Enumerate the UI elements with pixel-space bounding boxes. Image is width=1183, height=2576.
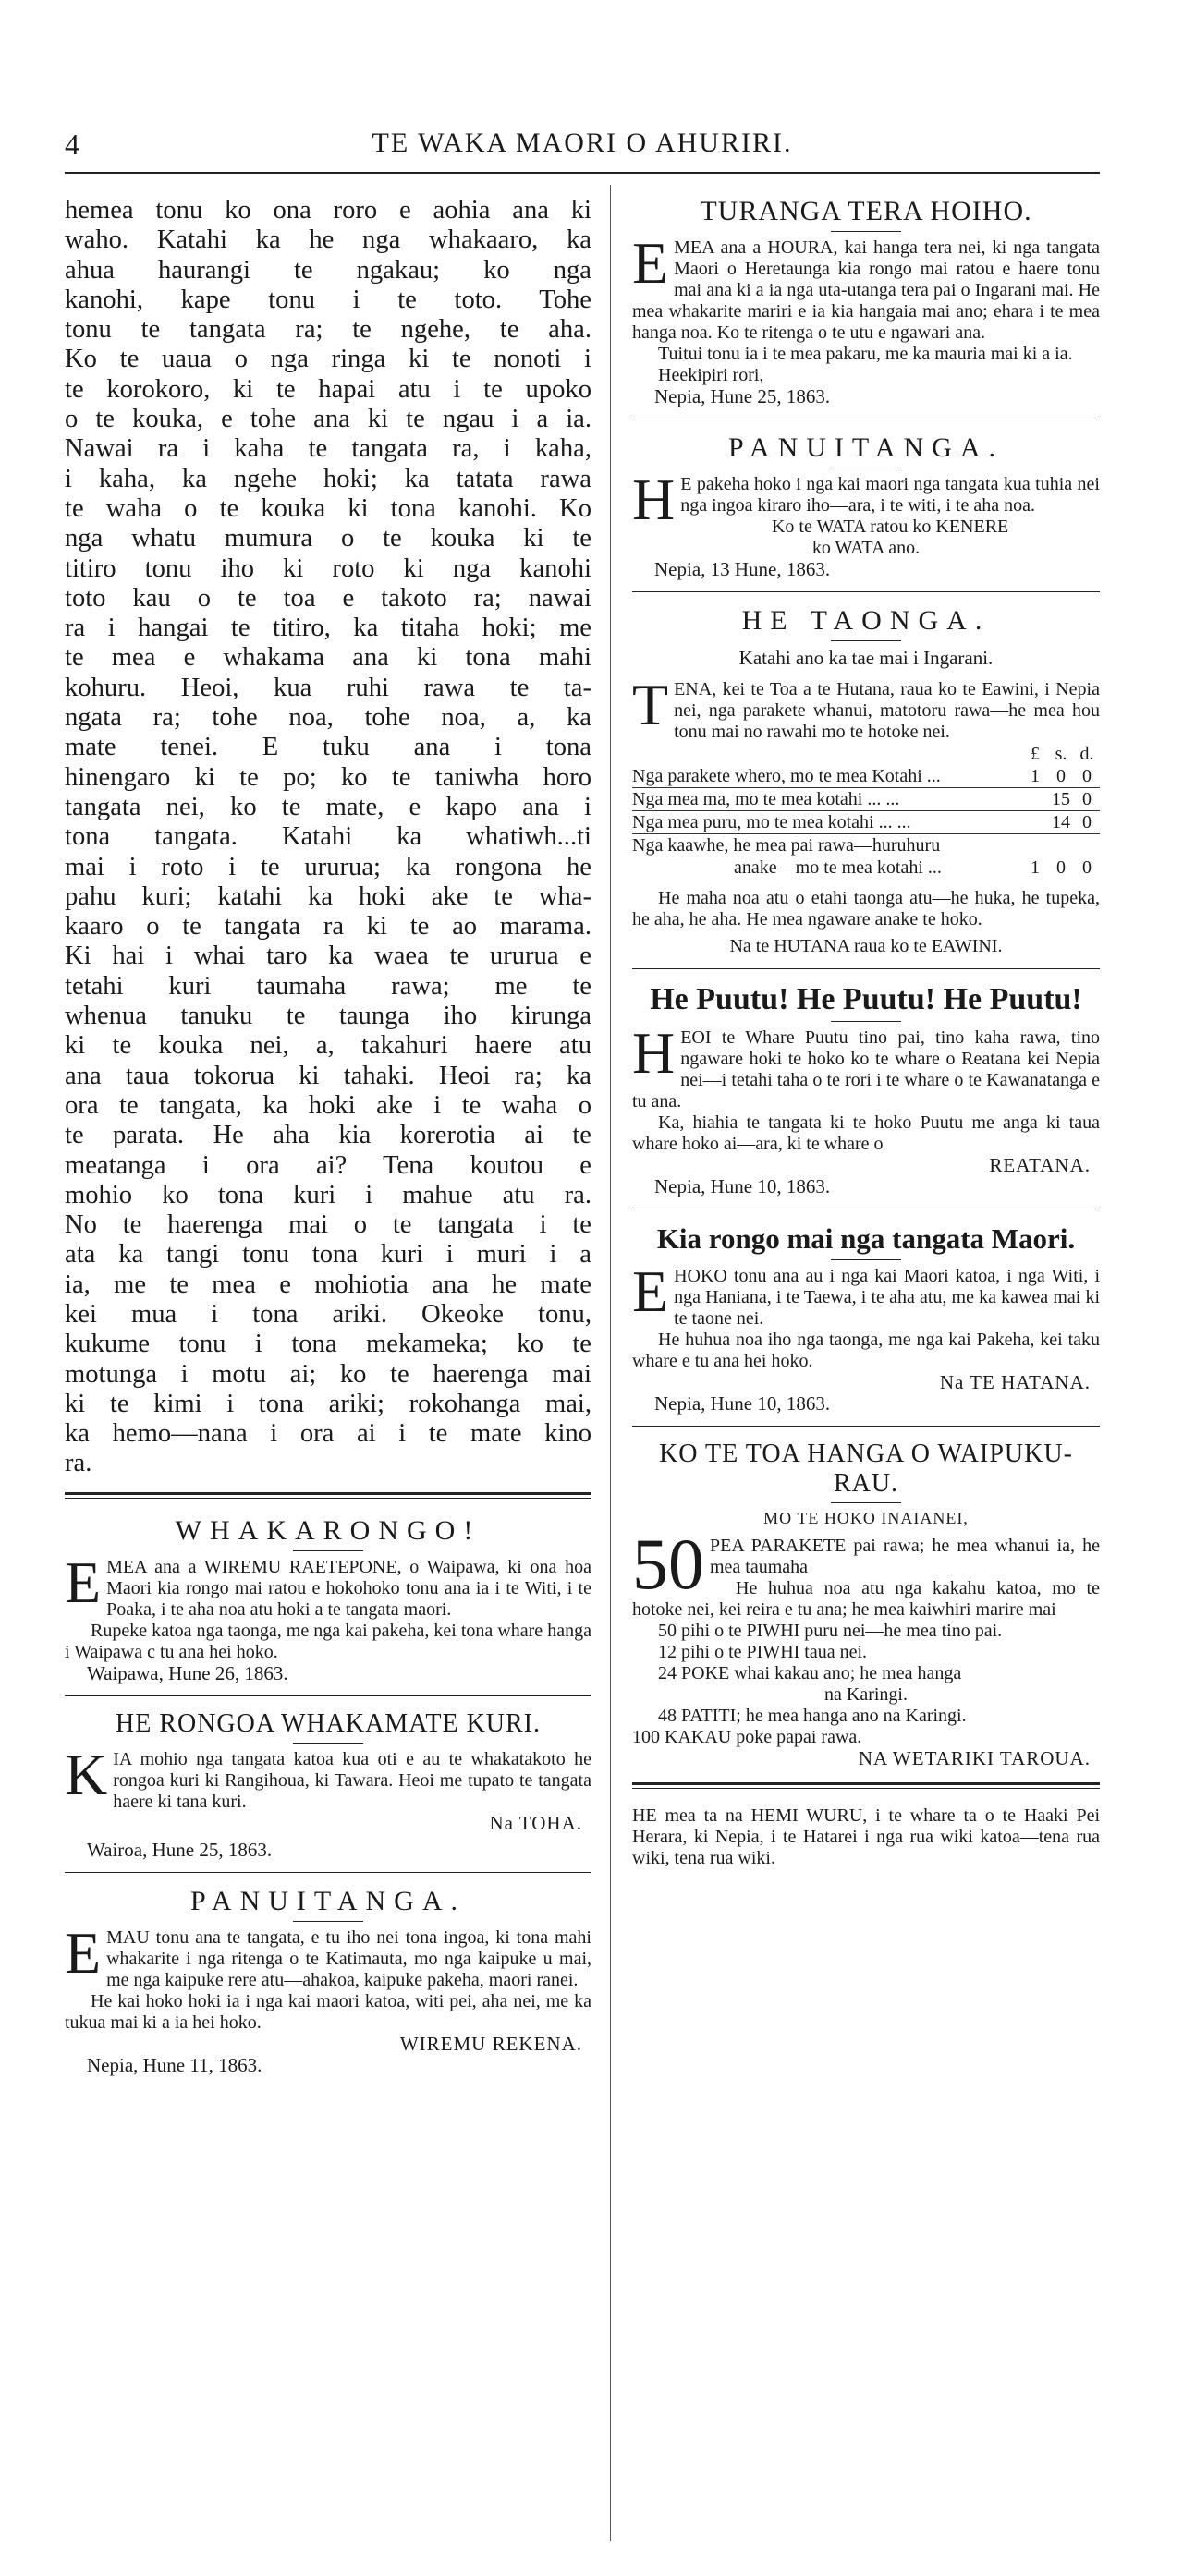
story-line: ra i hangai te titiro, ka titaha hoki; me: [65, 614, 592, 643]
price-d: [1074, 834, 1100, 857]
story-line: i kaha, ka ngehe hoki; ka tatata rawa: [65, 464, 592, 493]
short-rule: [293, 1743, 363, 1744]
big-number: 50: [632, 1524, 704, 1604]
notice-date: Nepia, Hune 10, 1863.: [654, 1175, 831, 1197]
short-rule: [831, 640, 901, 641]
notice-body: MEA ana a WIREMU RAETEPONE, o Waipawa, ki ona hoa Maori kia rongo mai ratou e hokohoko tonu ana ia i te Witi, i te Poaka, i te aha noa atu hoki a te tangata maori.: [106, 1556, 592, 1620]
notice-subheading: MO TE HOKO INAIANEI,: [763, 1509, 969, 1527]
section-rule: [632, 968, 1100, 969]
story-line: hinengaro ki te po; ko te taniwha horo: [65, 762, 592, 792]
notice-date: Nepia, Hune 10, 1863.: [654, 1392, 831, 1415]
notice-body: ENA, kei te Toa a te Hutana, raua ko te Eawini, i Nepia nei, nga parakete whanui, matotoru rawa—he mea hou tonu mai no rawahi mo te hotoke nei.: [674, 679, 1100, 742]
notice-heading: KO TE TOA HANGA O WAIPUKU-: [659, 1440, 1073, 1468]
story-line: meatanga i ora ai? Tena koutou e: [65, 1150, 592, 1180]
short-rule: [831, 231, 901, 232]
story-line: waho. Katahi ka he nga whakaaro, ka: [65, 225, 592, 255]
story-line: o te kouka, e tohe ana ki te ngau i a ia.: [65, 405, 592, 434]
price-table: [632, 743, 1100, 879]
notice-heading: He Puutu! He Puutu! He Puutu!: [650, 982, 1082, 1016]
notice-body: MAU tonu ana te tangata, e tu iho nei tona ingoa, ki tona mahi whakarite i nga ritenga o te Katimauta, mo nga kaipuke u mai, me nga kaipuke rere atu—ahakoa, kaipuke pakeha, maori ranei.: [106, 1926, 592, 1990]
story-line: nga whatu mumura o te kouka ki te: [65, 524, 592, 553]
notice-heading: Kia rongo mai nga tangata Maori.: [656, 1222, 1076, 1255]
story-line: ata ka tangi tonu tona kuri i muri i a: [65, 1240, 592, 1270]
price-row: [632, 857, 1100, 879]
notice-signer: WIREMU REKENA.: [399, 2032, 582, 2055]
notice-heading: TURANGA TERA HOIHO.: [700, 196, 1032, 226]
notice-toa: [632, 1440, 1100, 1769]
price-s: 0: [1056, 766, 1066, 786]
story-line: titiro tonu iho ki roto ki nga kanohi: [65, 553, 592, 583]
story-line: pahu kuri; katahi ka hoki ake te wha-: [65, 881, 592, 911]
story-line: ahua haurangi te ngakau; ko nga: [65, 255, 592, 285]
price-item: Nga mea ma, mo te mea kotahi ... ...: [632, 789, 900, 809]
dropcap: E: [632, 1258, 669, 1324]
story-line: ra.: [65, 1449, 92, 1478]
story-line: tonu te tangata ra; te ngehe, te aha.: [65, 315, 592, 345]
notice-date: Wairoa, Hune 25, 1863.: [87, 1838, 273, 1861]
story-line: Ko te uaua o nga ringa ki te nonoti i: [65, 345, 592, 374]
notice-signer: Na TOHA.: [489, 1811, 582, 1834]
currency-pound: £: [1031, 744, 1040, 764]
story-line: ki te kouka nei, a, takahuri haere atu: [65, 1031, 592, 1061]
notice-date: Waipawa, Hune 26, 1863.: [87, 1661, 288, 1684]
notice-rongoa: [65, 1709, 592, 1861]
price-l: [1022, 811, 1048, 834]
notice-body: MEA ana a HOURA, kai hanga tera nei, ki nga tangata Maori o Heretaunga kia rongo mai ratou e haere tonu mai ana ki a ia nga uta-utanga tera pai o Ingarani mai. He mea whakarite mariri e ia kia hangaia mai ano; ehara i te mea hanga noa. Ko te ritenga o te utu e ngawari ana.: [632, 237, 1100, 343]
notice-body-2: Ka, hiahia te tangata ki te hoko Puutu me anga ki taua whare hoko ai—ara, ki te whare o: [632, 1112, 1100, 1154]
section-rule: [65, 1872, 592, 1873]
story-line: te mea e whakama ana ki tona mahi: [65, 643, 592, 673]
short-rule: [831, 1021, 901, 1022]
notice-body-3: Heekipiri rori,: [658, 365, 764, 385]
notice-heading-2: RAU.: [833, 1469, 899, 1498]
story-line: tona tangata. Katahi ka whatiwh...ti: [65, 822, 592, 852]
notice-subheading: Katahi ano ka tae mai i Ingarani.: [738, 647, 994, 669]
section-rule: [632, 591, 1100, 592]
story-line: whenua tanuku te taunga iho kirunga: [65, 1002, 592, 1031]
price-l: [1022, 788, 1048, 811]
price-s: 15: [1052, 789, 1070, 809]
list-item: 24 POKE whai kakau ano; he mea hanga: [658, 1663, 962, 1683]
story-line: motunga i motu ai; ko te haerenga mai: [65, 1359, 592, 1389]
notice-puutu: [632, 982, 1100, 1197]
notice-body-2: He kai hoko hoki ia i nga kai maori katoa, witi pei, aha nei, me ka tukua mai ki a ia hei hoko.: [65, 1990, 592, 2033]
story-line: ka hemo—nana i ora ai i te mate kino: [65, 1419, 592, 1449]
story-line: kei mua i tona ariki. Okeoke tonu,: [65, 1299, 592, 1329]
price-row: [632, 788, 1100, 811]
dropcap: H: [632, 1020, 676, 1086]
price-item: Nga kaawhe, he mea pai rawa—huruhuru: [632, 835, 941, 856]
dropcap: K: [65, 1741, 108, 1807]
price-header-row: [632, 743, 1100, 765]
section-rule: [65, 1492, 592, 1499]
price-l: [1022, 834, 1048, 857]
notice-body: E pakeha hoko i nga kai maori nga tangata kua tuhia nei nga ingoa kiraro iho—ara, i te witi, i te aha noa.: [680, 474, 1100, 516]
story-line: mate tenei. E tuku ana i tona: [65, 733, 592, 762]
story-continuation: [65, 196, 592, 1479]
price-d: 0: [1082, 857, 1092, 878]
price-s: [1048, 834, 1074, 857]
short-rule: [831, 1502, 901, 1503]
imprint-text: HE mea ta na HEMI WURU, i te whare ta o te Haaki Pei Herara, ki Nepia, i te Hatarei i nga rua wiki katoa—tena rua wiki, tena rua wiki.: [632, 1805, 1100, 1868]
masthead: [65, 128, 1100, 164]
column-rule: [610, 185, 611, 2541]
story-line: ki te kimi i tona ariki; rokohanga mai,: [65, 1389, 592, 1418]
short-rule: [293, 1921, 363, 1922]
notice-body-2: He huhua noa iho nga taonga, me nga kai Pakeha, kei taku whare e tu ana hei hoko.: [632, 1330, 1100, 1371]
notice-heading: WHAKARONGO!: [175, 1514, 482, 1546]
notice-taonga: [632, 605, 1100, 957]
price-l: 1: [1031, 766, 1040, 786]
story-line: tetahi kuri taumaha rawa; me te: [65, 971, 592, 1001]
notice-signer: Na TE HATANA.: [939, 1371, 1091, 1393]
notice-body: HOKO tonu ana au i nga kai Maori katoa, i nga Witi, i nga Haniana, i te Taewa, i te aha atu, me ka kawea mai ki te taone nei.: [674, 1266, 1100, 1329]
list-item: na Karingi.: [824, 1684, 908, 1705]
notice-date: Nepia, 13 Hune, 1863.: [654, 558, 831, 580]
price-d: 0: [1082, 789, 1092, 809]
notice-body-2: He maha noa atu o etahi taonga atu—he huka, he tupeka, he aha, he aha. He mea ngaware anake te hoko.: [632, 888, 1100, 930]
story-line: ora te tangata, ka hoki ake i te waha o: [65, 1090, 592, 1120]
list-item: 100 KAKAU poke papai rawa.: [632, 1727, 862, 1747]
notice-body: IA mohio nga tangata katoa kua oti e au te whakatakoto he rongoa kuri ki Rangihoua, ki Tawara. Heoi me tupato te tangata haere ki tana kuri.: [113, 1748, 592, 1812]
dropcap: E: [65, 1549, 102, 1615]
dropcap: H: [632, 467, 676, 532]
notice-date: Nepia, Hune 25, 1863.: [654, 385, 831, 407]
notice-body-2: He huhua noa atu nga kakahu katoa, mo te hotoke nei, kei reira e tu ana; he mea kaiwhiri marire mai: [632, 1578, 1100, 1620]
story-line: mohio ko tona kuri i mahue atu ra.: [65, 1180, 592, 1209]
price-s: 14: [1052, 812, 1070, 832]
printer-imprint: [632, 1805, 1100, 1869]
notice-signer: REATANA.: [989, 1154, 1091, 1176]
story-line: mai i roto i te ururua; ka rongona he: [65, 852, 592, 881]
story-line: ana taua tokorua ki tahaki. Heoi ra; ka: [65, 1061, 592, 1090]
story-line: te parata. He aha kia korerotia ai te: [65, 1121, 592, 1150]
notice-whakarongo: [65, 1515, 592, 1684]
dropcap: E: [632, 230, 669, 296]
notice-heading: HE RONGOA WHAKAMATE KURI.: [115, 1708, 542, 1738]
notice-signer-2: ko WATA ano.: [811, 538, 921, 558]
currency-shilling: s.: [1055, 744, 1067, 764]
short-rule: [831, 1259, 901, 1260]
section-rule: [632, 1782, 1100, 1789]
notice-kia-rongo: [632, 1222, 1100, 1415]
price-row: [632, 811, 1100, 834]
notice-body: EOI te Whare Puutu tino pai, tino kaha rawa, tino ngaware hoki te hoko ko te whare o Reatana kei Nepia nei—i tetahi taha o te rori i te whare o te Kawanatanga e tu ana.: [632, 1027, 1100, 1112]
price-item: Nga parakete whero, mo te mea Kotahi ...: [632, 766, 941, 786]
story-line: kukume tonu i tona mekameka; ko te: [65, 1330, 592, 1359]
list-item: 48 PATITI; he mea hanga ano na Karingi.: [658, 1706, 967, 1726]
story-line: Nawai ra i kaha te tangata ra, i kaha,: [65, 434, 592, 464]
price-item: Nga mea puru, mo te mea kotahi ... ...: [632, 812, 911, 832]
story-line: te waha o te kouka ki tona kanohi. Ko: [65, 493, 592, 523]
notice-body-2: Tuitui tonu ia i te mea pakaru, me ka mauria mai ki a ia.: [658, 344, 1073, 364]
notice-heading: PANUITANGA.: [728, 432, 1004, 463]
dropcap: T: [632, 672, 669, 737]
section-rule: [65, 1695, 592, 1696]
story-line: kanohi, kape tonu i te toto. Tohe: [65, 285, 592, 314]
notice-signer: NA WETARIKI TAROUA.: [858, 1747, 1091, 1769]
notice-heading: HE TAONGA.: [741, 605, 991, 636]
page-number: 4: [65, 128, 79, 161]
header-rule: [65, 172, 1100, 174]
list-item: 12 pihi o te PIWHI taua nei.: [658, 1642, 868, 1662]
right-column: [632, 196, 1100, 1869]
list-item: 50 pihi o te PIWHI puru nei—he mea tino pai.: [658, 1621, 1003, 1641]
section-rule: [632, 1426, 1100, 1427]
story-line: te korokoro, ki te hapai atu i te upoko: [65, 374, 592, 404]
notice-signer: Na te HUTANA raua ko te EAWINI.: [729, 936, 1003, 956]
story-line: Ki hai i whai taro ka waea te ururua e: [65, 942, 592, 971]
notice-turanga: [632, 196, 1100, 407]
story-line: hemea tonu ko ona roro e aohia ana ki: [65, 196, 592, 225]
story-line: toto kau o te toa e takoto ra; nawai: [65, 583, 592, 613]
notice-date: Nepia, Hune 11, 1863.: [87, 2053, 262, 2076]
notice-signer-1: Ko te WATA ratou ko KENERE: [771, 516, 1009, 537]
notice-body-2: Rupeke katoa nga taonga, me nga kai pakeha, kei tona whare hanga i Waipawa c tu ana hei hoko.: [65, 1620, 592, 1662]
story-line: kaaro o te tangata ra ki te ao marama.: [65, 912, 592, 942]
short-rule: [293, 1550, 363, 1551]
price-item: anake—mo te mea kotahi ...: [734, 857, 942, 878]
story-line: tangata nei, ko te mate, e kapo ana i: [65, 792, 592, 821]
price-row: [632, 765, 1100, 788]
left-column: [65, 196, 592, 2076]
notice-panuitanga-left: [65, 1886, 592, 2076]
price-row: [632, 834, 1100, 857]
notice-panuitanga-right: [632, 432, 1100, 580]
story-line: ia, me te mea e mohiotia ana he mate: [65, 1270, 592, 1299]
price-d: 0: [1082, 812, 1092, 832]
price-d: 0: [1082, 766, 1092, 786]
running-title: TE WAKA MAORI O AHURIRI.: [372, 128, 793, 158]
price-s: 0: [1056, 857, 1066, 878]
currency-pence: d.: [1079, 744, 1094, 764]
price-l: 1: [1031, 857, 1040, 878]
story-line: ngata ra; tohe noa, tohe noa, a, ka: [65, 703, 592, 733]
story-line: kohuru. Heoi, kua ruhi rawa te ta-: [65, 673, 592, 702]
notice-body: PEA PARAKETE pai rawa; he mea whanui ia, he mea taumaha: [710, 1536, 1100, 1577]
story-line: No te haerenga mai o te tangata i te: [65, 1210, 592, 1240]
dropcap: E: [65, 1919, 102, 1986]
notice-heading: PANUITANGA.: [190, 1885, 466, 1916]
